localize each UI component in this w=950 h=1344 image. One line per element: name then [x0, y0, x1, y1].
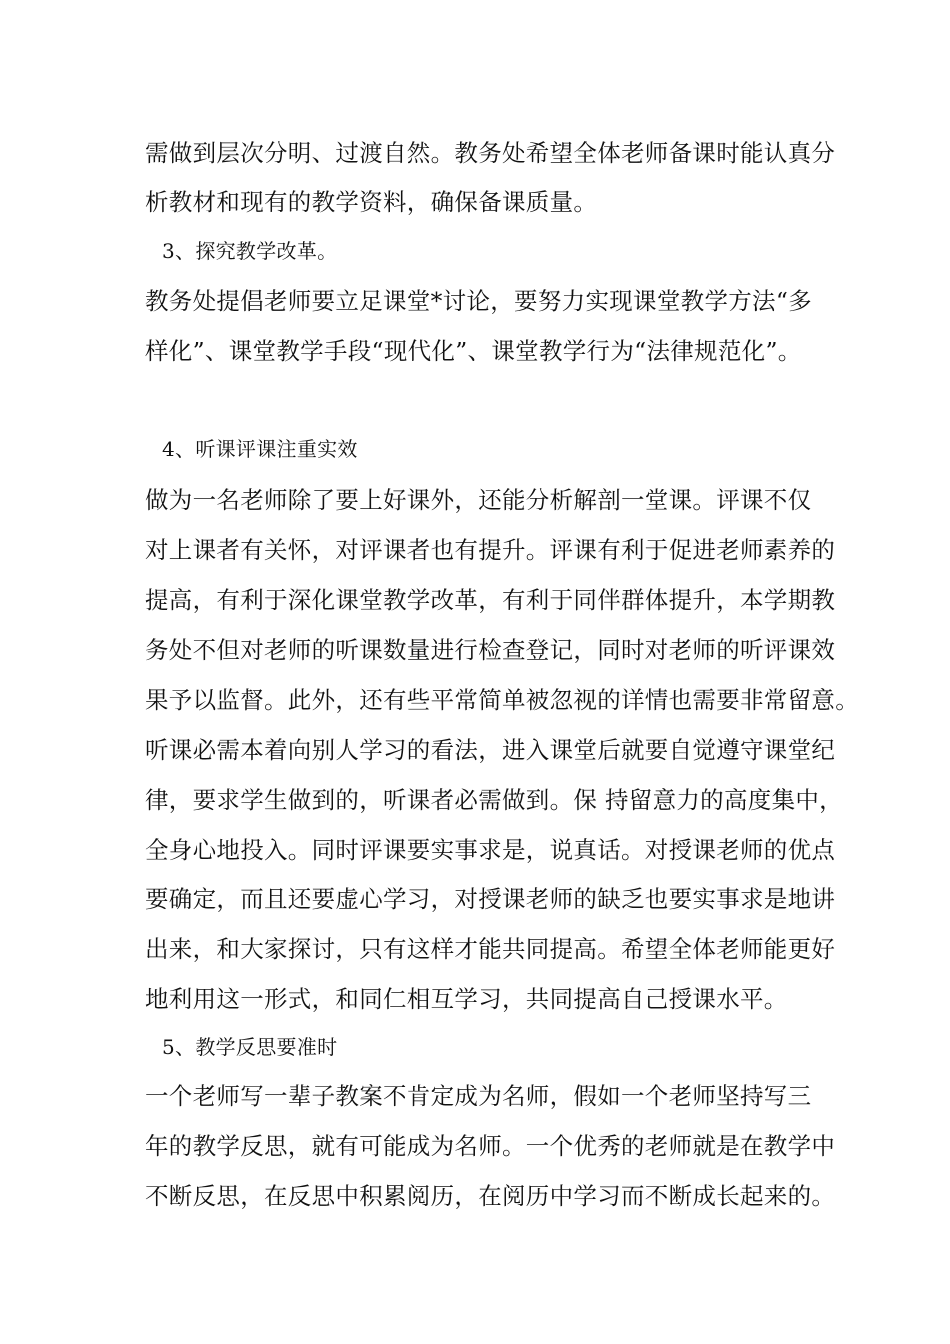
body-line: 出来，和大家探讨，只有这样才能共同提高。希望全体老师能更好 [145, 935, 836, 963]
body-line: 对上课者有关怀，对评课者也有提升。评课有利于促进老师素养的 [145, 536, 836, 564]
body-line: 析教材和现有的教学资料，确保备课质量。 [145, 188, 598, 216]
body-line: 律，要求学生做到的，听课者必需做到。保 持留意力的高度集中， [145, 786, 843, 814]
section-heading: 3、探究教学改革。 [162, 239, 338, 263]
body-line: 要确定，而且还要虚心学习，对授课老师的缺乏也要实事求是地讲 [145, 885, 836, 913]
body-line: 教务处提倡老师要立足课堂*讨论，要努力实现课堂教学方法“多 [145, 287, 812, 315]
body-line: 果予以监督。此外，还有些平常简单被忽视的详情也需要非常留意。 [145, 686, 859, 714]
body-line: 需做到层次分明、过渡自然。教务处希望全体老师备课时能认真分 [145, 139, 836, 167]
body-line: 全身心地投入。同时评课要实事求是，说真话。对授课老师的优点 [145, 836, 836, 864]
section-heading: 5、教学反思要准时 [162, 1035, 338, 1059]
body-line: 地利用这一形式，和同仁相互学习，共同提高自己授课水平。 [145, 985, 788, 1013]
body-line: 听课必需本着向别人学习的看法，进入课堂后就要自觉遵守课堂纪 [145, 736, 836, 764]
section-heading: 4、听课评课注重实效 [162, 437, 358, 461]
body-line: 一个老师写一辈子教案不肯定成为名师，假如一个老师坚持写三 [145, 1082, 812, 1110]
body-line: 样化”、课堂教学手段“现代化”、课堂教学行为“法律规范化”。 [145, 337, 802, 365]
body-line: 年的教学反思，就有可能成为名师。一个优秀的老师就是在教学中 [145, 1132, 836, 1160]
body-line: 做为一名老师除了要上好课外，还能分析解剖一堂课。评课不仅 [145, 486, 812, 514]
body-line: 务处不但对老师的听课数量进行检查登记，同时对老师的听评课效 [145, 636, 836, 664]
body-line: 提高，有利于深化课堂教学改革，有利于同伴群体提升，本学期教 [145, 586, 836, 614]
body-line: 不断反思，在反思中积累阅历，在阅历中学习而不断成长起来的。 [145, 1182, 836, 1210]
